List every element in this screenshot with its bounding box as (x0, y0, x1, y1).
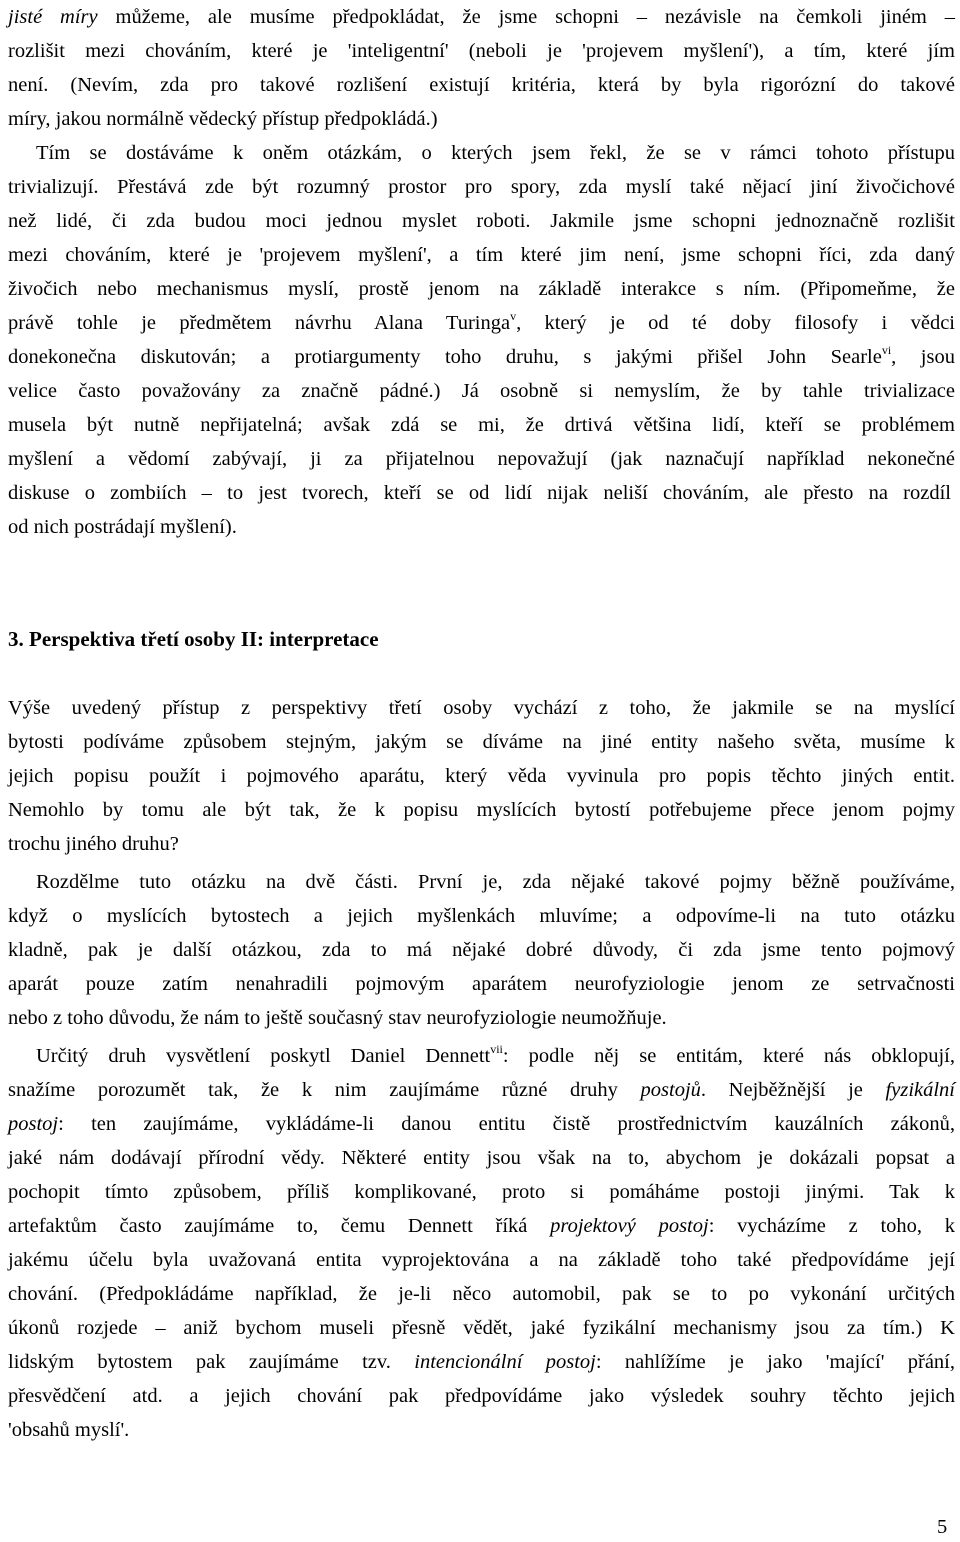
text-line: Určitý druh vysvětlení poskytl Daniel Dennett$^{vii}$: podle něj se entitám, které nás obklopují, (36, 1042, 955, 1067)
text-line: jaké nám dodávají přírodní vědy. Některé entity jsou však na to, abychom je dokázali popsat a (8, 1147, 955, 1169)
text-line: lidským bytostem pak zaujímáme tzv. intencionální postoj: nahlížíme je jako 'mající' přání, (8, 1351, 955, 1373)
endnote-ref: v (510, 309, 517, 323)
text-line: rozlišit mezi chováním, které je 'inteligentní' (neboli je 'projevem myšlení'), a tím, které jím (8, 40, 955, 62)
text-line: jisté míry můžeme, ale musíme předpokládat, že jsme schopni – nezávisle na čemkoli jiném – (8, 6, 956, 28)
text-line: trivializují. Přestává zde být rozumný prostor pro spory, zda myslí také nějací jiní živočichové (8, 176, 955, 198)
text-line: chování. (Předpokládáme například, že je-li něco automobil, pak se to po vykonání určitých (8, 1283, 955, 1305)
text-line: míry, jakou normálně vědecký přístup předpokládá.) (8, 108, 438, 130)
text-line: pochopit tímto způsobem, příliš komplikované, proto si pomáháme postoji jinými. Tak k (8, 1181, 955, 1203)
text-line: snažíme porozumět tak, že k nim zaujímáme různé druhy postojů. Nejběžnější je fyzikální (8, 1079, 956, 1101)
text-line: jejich popisu použít i pojmového aparátu, který věda vyvinula pro popis těchto jiných entit. (8, 765, 955, 787)
text-line: přesvědčení atd. a jejich chování pak předpovídáme jako výsledek souhry těchto jejich (8, 1385, 955, 1407)
text-line: bytosti podíváme způsobem stejným, jakým se díváme na jiné entity našeho světa, musíme k (8, 731, 955, 753)
text-line: než lidé, či zda budou moci jednou myslet roboti. Jakmile jsme schopni jednoznačně rozlišit (8, 210, 955, 232)
text-line: trochu jiného druhu? (8, 833, 179, 855)
text-line: Výše uvedený přístup z perspektivy třetí osoby vychází z toho, že jakmile se na myslící (8, 697, 955, 719)
text-line: myšlení a vědomí zabývají, ji za přijatelnou nepovažují (jak naznačují například nekonečné (8, 448, 955, 470)
endnote-ref: vii (490, 1042, 503, 1056)
text-line: aparát pouze zatím nenahradili pojmovým aparátem neurofyziologie jenom ze setrvačnosti (8, 973, 955, 995)
text-line: artefaktům často zaujímáme to, čemu Dennett říká projektový postoj: vycházíme z toho, k (8, 1215, 955, 1237)
text-line: jakému účelu byla uvažovaná entita vyprojektována a na základě toho také předpovídáme její (8, 1249, 955, 1271)
endnote-ref: vi (881, 343, 892, 357)
text-line: velice často považovány za značně pádné.) Já osobně si nemyslím, že by tahle trivializace (8, 380, 955, 402)
text-line: Rozdělme tuto otázku na dvě části. První je, zda nějaké takové pojmy běžně používáme, (36, 871, 955, 893)
text-line: donekonečna diskutován; a protiargumenty toho druhu, s jakými přišel John Searle$^{vi}$, jsou (8, 343, 955, 368)
text-line: musela být nutně nepřijatelná; avšak zdá se mi, že drtivá většina lidí, kteří se problémem (8, 414, 955, 436)
text-line: nebo z toho důvodu, že nám to ještě současný stav neurofyziologie neumožňuje. (8, 1007, 667, 1029)
text-line: 'obsahů myslí'. (8, 1419, 130, 1441)
text-line: postoj: ten zaujímáme, vykládáme-li danou entitu čistě prostřednictvím kauzálních zákonů, (8, 1113, 955, 1135)
text-line: živočich nebo mechanismus myslí, prostě jenom na základě interakce s ním. (Připomeňme, že (8, 278, 955, 300)
text-line: Nemohlo by tomu ale být tak, že k popisu myslících bytostí potřebujeme přece jenom pojmy (8, 799, 955, 821)
page-number: 5 (937, 1516, 948, 1538)
section-heading: 3. Perspektiva třetí osoby II: interpretace (8, 627, 379, 651)
text-line: Tím se dostáváme k oněm otázkám, o kterých jsem řekl, že se v rámci tohoto přístupu (36, 142, 955, 164)
text-line: od nich postrádají myšlení). (8, 516, 237, 538)
text-line: kladně, pak je další otázkou, zda to má nějaké dobré důvody, či zda jsme tento pojmový (8, 939, 955, 961)
text-line: není. (Nevím, zda pro takové rozlišení existují kritéria, která by byla rigorózní do takové (8, 74, 955, 96)
text-line: právě tohle je předmětem návrhu Alana Turinga$^v$, který je od té doby filosofy i vědci (8, 309, 955, 334)
text-line: když o myslících bytostech a jejich myšlenkách mluvíme; a odpovíme-li na tuto otázku (8, 905, 955, 927)
text-line: úkonů rozjede – aniž bychom museli přesně vědět, jaké fyzikální mechanismy jsou za tím.) K (8, 1317, 955, 1339)
text-line: diskuse o zombiích – to jest tvorech, kteří se od lidí nijak neliší chováním, ale přesto na rozdíl (8, 482, 951, 504)
text-line: mezi chováním, které je 'projevem myšlení', a tím které jim není, jsme schopni říci, zda daný (8, 244, 955, 266)
